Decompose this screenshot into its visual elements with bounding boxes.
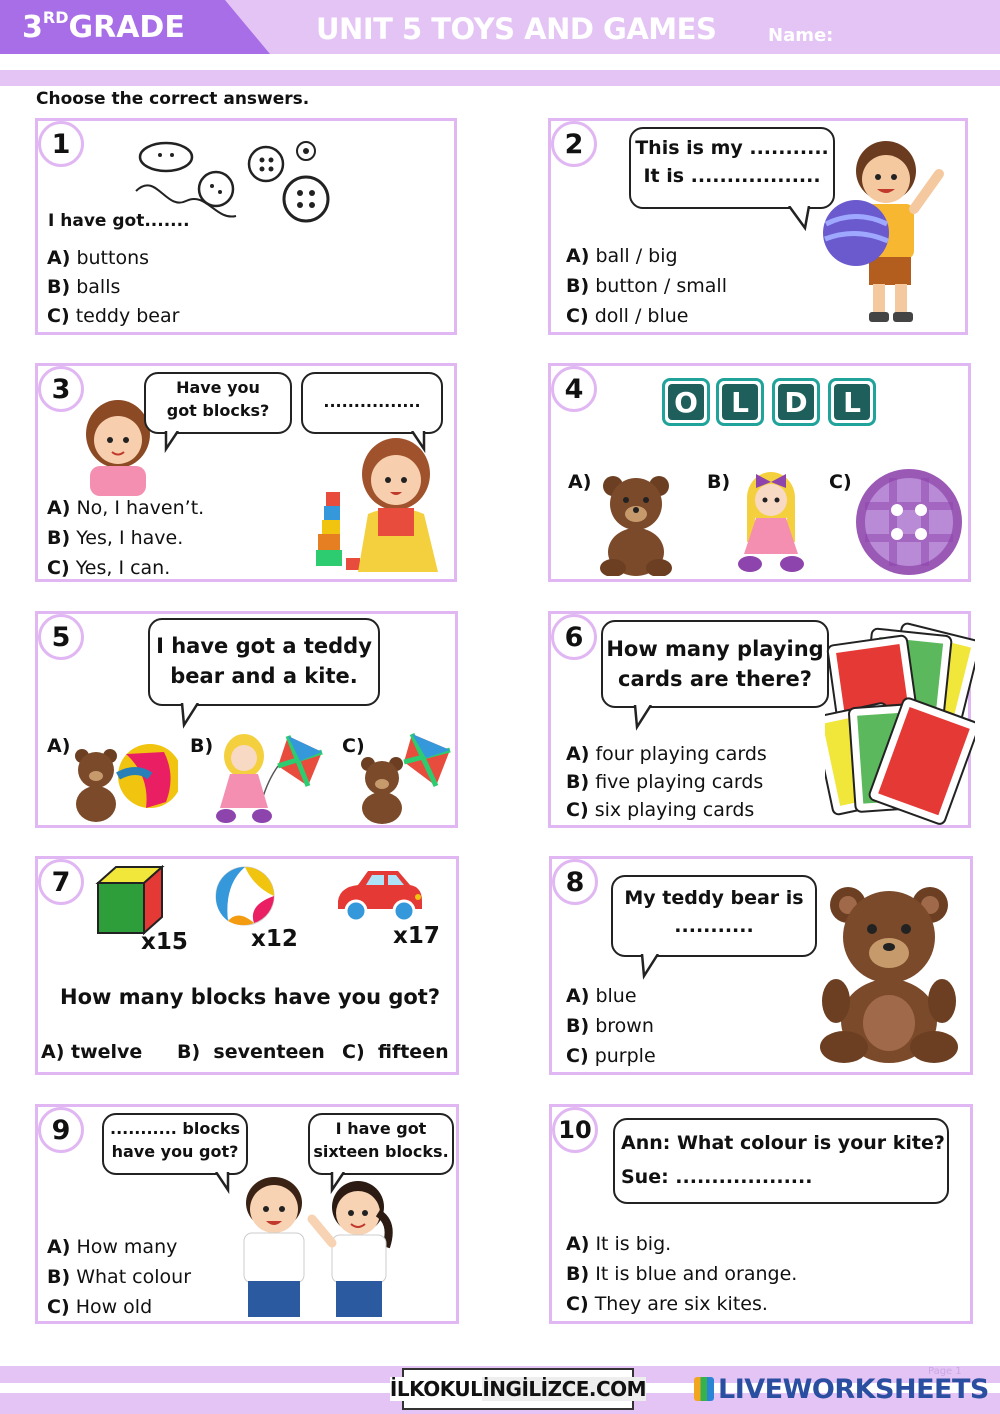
grade-label: 3RDGRADE <box>22 8 185 45</box>
option-a[interactable]: A) <box>47 735 71 757</box>
option-b[interactable]: B) What colour <box>47 1266 192 1288</box>
option-c[interactable]: C) <box>829 471 852 493</box>
option-c[interactable]: C) purple <box>566 1045 656 1067</box>
option-c[interactable]: C) teddy bear <box>47 305 180 327</box>
question-card-7 <box>35 856 459 1075</box>
two-children-picture <box>218 1173 418 1323</box>
speech-bubble: I have got a teddy bear and a kite. <box>148 618 380 706</box>
option-b[interactable]: B) Yes, I have. <box>47 527 184 549</box>
ilkokul-ingilizce-logo[interactable]: İLKOKUL İNGİLİZCE.COM <box>402 1368 634 1410</box>
question-card-8 <box>549 856 973 1075</box>
question-card-10 <box>549 1104 973 1324</box>
option-c[interactable]: C) They are six kites. <box>566 1293 768 1315</box>
letter-tile: L <box>828 378 876 426</box>
option-c[interactable]: C) How old <box>47 1296 153 1318</box>
teddy-bear-picture <box>814 881 964 1065</box>
speech-bubble-answer: ................ <box>301 372 443 434</box>
doll-picture <box>726 468 816 576</box>
bubble-tail <box>178 703 208 729</box>
option-b[interactable]: B) It is blue and orange. <box>566 1263 798 1285</box>
speech-bubble: My teddy bear is ........... <box>611 875 817 957</box>
question-number: 2 <box>551 121 597 167</box>
option-c[interactable]: C) fifteen <box>342 1041 449 1063</box>
speech-bubble-question: Have you got blocks? <box>144 372 292 434</box>
question-card-6 <box>548 611 971 828</box>
question-card-4 <box>548 363 971 582</box>
question-text: How many blocks have you got? <box>60 985 441 1009</box>
option-a[interactable]: A) four playing cards <box>566 743 767 765</box>
beach-ball-picture <box>214 865 276 927</box>
question-number: 3 <box>38 366 84 412</box>
option-b[interactable]: B) brown <box>566 1015 654 1037</box>
option-a[interactable]: A) buttons <box>47 247 150 269</box>
question-card-2 <box>548 118 968 335</box>
liveworksheets-icon <box>694 1377 714 1401</box>
bubble-tail <box>162 431 188 453</box>
unit-title: UNIT 5 TOYS AND GAMES <box>316 12 717 46</box>
option-b[interactable]: B) button / small <box>566 275 727 297</box>
option-c[interactable]: C) six playing cards <box>566 799 755 821</box>
option-a[interactable]: A) No, I haven’t. <box>47 497 205 519</box>
option-a[interactable]: A) ball / big <box>566 245 678 267</box>
teddy-bear-picture <box>593 472 679 576</box>
button-picture <box>853 466 965 578</box>
letter-tile: O <box>662 378 710 426</box>
question-number: 7 <box>38 859 84 905</box>
speech-bubble-question: ........... blocks have you got? <box>102 1113 248 1175</box>
ball-count: x12 <box>251 926 298 952</box>
bubble-tail <box>787 206 817 232</box>
question-number: 6 <box>551 614 597 660</box>
question-card-9 <box>35 1104 459 1324</box>
bubble-tail <box>638 954 668 980</box>
header-divider <box>0 70 1000 86</box>
name-field-label: Name: ............................... <box>768 25 980 67</box>
question-number: 10 <box>552 1107 598 1153</box>
option-b[interactable]: B) <box>190 735 214 757</box>
question-card-1 <box>35 118 457 335</box>
option-a[interactable]: A) How many <box>47 1236 178 1258</box>
option-c[interactable]: C) <box>342 735 365 757</box>
speech-bubble: How many playing cards are there? <box>601 620 829 708</box>
question-card-5 <box>35 611 458 828</box>
block-cube-picture <box>94 865 166 937</box>
liveworksheets-logo[interactable]: LIVEWORKSHEETS <box>694 1374 989 1405</box>
dialogue-box: Ann: What colour is your kite? Sue: ................... <box>613 1118 949 1204</box>
option-a[interactable]: A) It is big. <box>566 1233 672 1255</box>
teddy-and-ball-picture <box>66 736 178 826</box>
option-c[interactable]: C) doll / blue <box>566 305 689 327</box>
option-a[interactable]: A) blue <box>566 985 637 1007</box>
option-a[interactable]: A) <box>568 471 592 493</box>
bubble-tail <box>631 705 661 731</box>
question-number: 8 <box>552 859 598 905</box>
toy-car-picture <box>332 867 424 925</box>
car-count: x17 <box>393 923 440 949</box>
option-a[interactable]: A) twelve <box>41 1041 143 1063</box>
option-b[interactable]: B) <box>707 471 731 493</box>
question-number: 4 <box>551 366 597 412</box>
letter-tile: L <box>716 378 764 426</box>
question-number: 5 <box>38 614 84 660</box>
option-b[interactable]: B) seventeen <box>177 1041 325 1063</box>
letter-tile: D <box>772 378 820 426</box>
question-card-3 <box>35 363 457 582</box>
speech-bubble-answer: I have got sixteen blocks. <box>308 1113 454 1175</box>
speech-bubble: This is my ........... It is .................. <box>629 127 835 209</box>
instruction-text: Choose the correct answers. <box>36 89 310 109</box>
option-c[interactable]: C) Yes, I can. <box>47 557 171 579</box>
doll-and-kite-picture <box>208 730 328 826</box>
option-b[interactable]: B) balls <box>47 276 121 298</box>
block-count: x15 <box>141 929 188 955</box>
question-text: I have got....... <box>48 211 190 231</box>
boy-with-ball-picture <box>821 129 961 329</box>
question-number: 1 <box>38 121 84 167</box>
page-number: Page 1 <box>928 1366 962 1377</box>
playing-cards-picture <box>825 620 975 830</box>
question-number: 9 <box>38 1107 84 1153</box>
teddy-and-kite-picture <box>350 730 460 826</box>
girl-with-blocks-picture <box>308 434 448 579</box>
option-b[interactable]: B) five playing cards <box>566 771 764 793</box>
